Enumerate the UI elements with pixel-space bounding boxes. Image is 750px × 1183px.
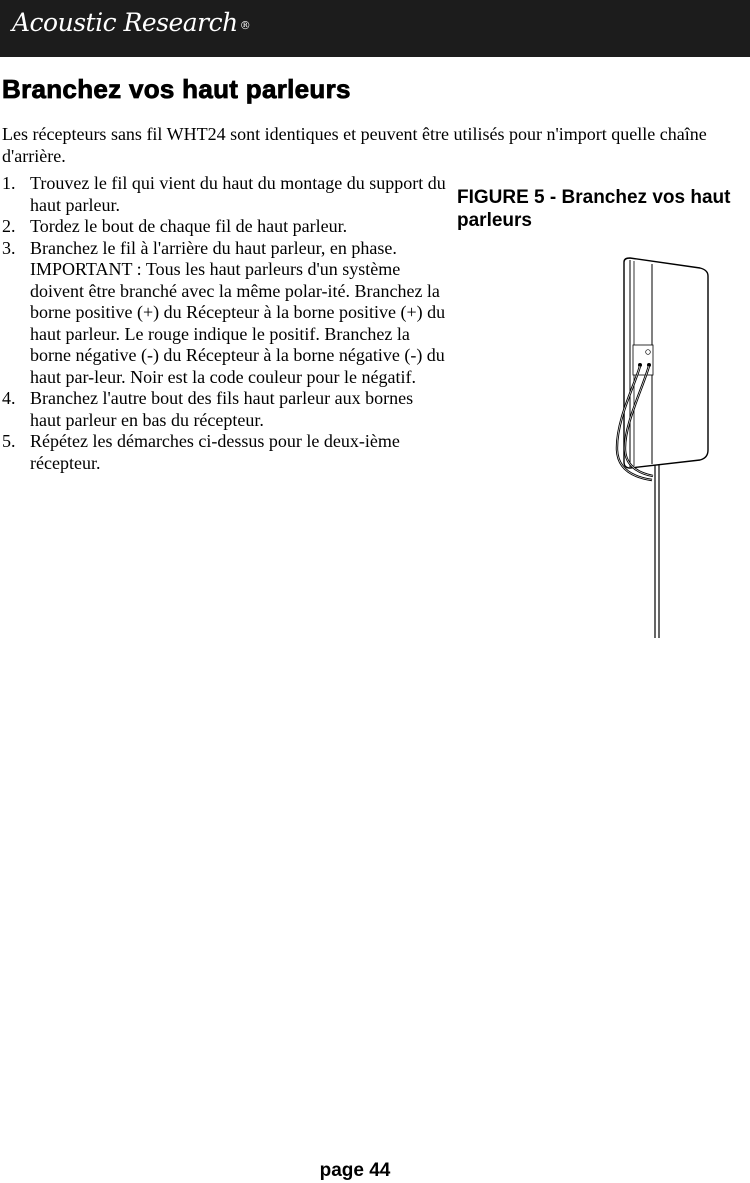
intro-paragraph: Les récepteurs sans fil WHT24 sont identiques et peuvent être utilisés pour n'import quelle chaîne d'arrière. <box>2 124 707 166</box>
step-text: Branchez le fil à l'arrière du haut parleur, en phase. IMPORTANT : Tous les haut parleurs d'un système doivent être branché avec la même polar-ité. Branchez la borne positive (+) du Récepteur à la borne positive (+) du haut parleur. Le rouge indique le positif. Branchez la borne négative (-) du Récepteur à la borne négative (-) du haut par-leur. Noir est la code couleur pour le négatif. <box>30 237 446 387</box>
figure-caption: FIGURE 5 - Branchez vos haut parleurs <box>457 187 731 231</box>
step-item <box>2 216 447 238</box>
step-number: 2. <box>2 216 16 236</box>
page-number: page 44 <box>319 1160 391 1181</box>
step-item <box>2 238 447 389</box>
step-number: 3. <box>2 237 16 258</box>
steps-list <box>2 173 447 474</box>
step-item <box>2 388 447 431</box>
page-title: Branchez vos haut parleurs <box>2 74 351 104</box>
step-item <box>2 173 447 216</box>
speaker-on-stand-illustration <box>600 250 715 640</box>
step-number: 5. <box>2 431 16 451</box>
step-number: 1. <box>2 173 16 193</box>
registered-mark: ® <box>239 19 251 32</box>
step-text: Répétez les démarches ci-dessus pour le deux-ième récepteur. <box>30 431 400 473</box>
brand-logo <box>12 8 250 37</box>
brand-name: Acoustic Research <box>12 8 238 37</box>
step-item <box>2 431 447 474</box>
step-number: 4. <box>2 388 16 408</box>
step-text: Tordez le bout de chaque fil de haut parleur. <box>30 216 348 236</box>
step-text: Branchez l'autre bout des fils haut parleur aux bornes haut parleur en bas du récepteur. <box>30 388 414 430</box>
header-bar <box>0 0 750 57</box>
step-text: Trouvez le fil qui vient du haut du montage du support du haut parleur. <box>30 173 446 215</box>
